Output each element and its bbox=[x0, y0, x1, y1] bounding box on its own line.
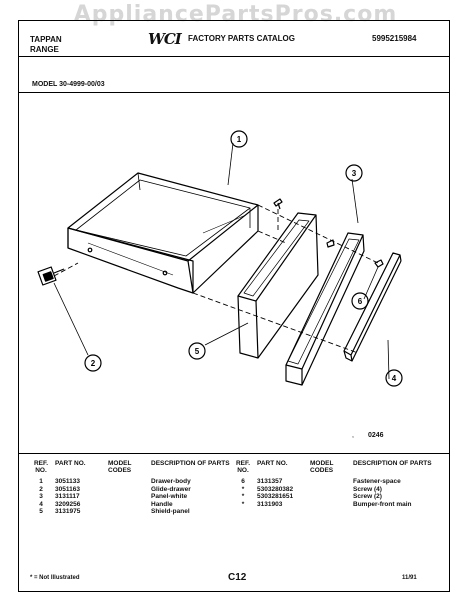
part-description: Glide-drawer bbox=[151, 485, 191, 493]
shield-panel-illustration bbox=[238, 213, 318, 358]
model-codes bbox=[108, 493, 151, 501]
exploded-parts-diagram bbox=[18, 93, 450, 453]
catalog-number: 5995215984 bbox=[372, 34, 417, 43]
drawer-body-illustration bbox=[68, 173, 258, 293]
model-codes bbox=[310, 493, 353, 501]
not-illustrated-note: * = Not Illustrated bbox=[30, 575, 80, 581]
catalog-date: 11/91 bbox=[402, 575, 417, 581]
part-no: 3131357 bbox=[257, 478, 283, 485]
watermark: AppliancePartsPros.com bbox=[73, 2, 398, 27]
wci-logo: WCI bbox=[148, 30, 181, 48]
part-description: Screw (2) bbox=[353, 493, 382, 500]
model-codes bbox=[310, 501, 353, 509]
table-divider bbox=[18, 453, 450, 454]
part-no: 3131117 bbox=[55, 493, 80, 500]
figure-comma: , bbox=[352, 432, 354, 439]
ref-no: * bbox=[241, 493, 245, 500]
handle-illustration bbox=[344, 253, 401, 361]
screw-illustration bbox=[274, 199, 383, 267]
part-description: Drawer-body bbox=[151, 478, 191, 485]
part-description: Fastener-space bbox=[353, 478, 401, 485]
table-header-row bbox=[30, 460, 234, 478]
part-no: 3051163 bbox=[55, 485, 80, 493]
table-row bbox=[30, 478, 234, 486]
model-codes bbox=[108, 486, 151, 494]
part-description: Bumper-front main bbox=[353, 500, 412, 508]
part-description: Handle bbox=[151, 500, 173, 508]
parts-table-left bbox=[30, 460, 234, 516]
callout-6: 6 bbox=[357, 297, 363, 306]
ref-no: * bbox=[241, 500, 245, 508]
table-row bbox=[30, 508, 234, 516]
part-no: 5303281651 bbox=[257, 493, 294, 500]
callout-4: 4 bbox=[391, 374, 397, 383]
table-row bbox=[232, 493, 436, 501]
page-number: C12 bbox=[228, 572, 247, 583]
ref-no: 2 bbox=[39, 485, 43, 493]
table-row bbox=[30, 501, 234, 509]
part-description: Shield-panel bbox=[151, 508, 190, 515]
figure-code: 0246 bbox=[368, 432, 384, 439]
glide-drawer-illustration bbox=[38, 267, 64, 285]
ref-no: 4 bbox=[39, 500, 43, 508]
col-description: DESCRIPTION OF PARTS bbox=[151, 460, 230, 467]
parts-table-right bbox=[232, 460, 436, 508]
brand-name: TAPPAN bbox=[30, 35, 62, 44]
col-part: PART NO. bbox=[257, 460, 288, 467]
col-part: PART NO. bbox=[55, 460, 86, 467]
model-codes bbox=[310, 486, 353, 494]
col-model-codes: MODEL CODES bbox=[310, 460, 334, 474]
ref-no: 3 bbox=[39, 493, 43, 500]
callout-3: 3 bbox=[351, 169, 357, 178]
table-row bbox=[232, 501, 436, 509]
callout-1: 1 bbox=[236, 135, 242, 144]
part-no: 3131975 bbox=[55, 508, 81, 515]
part-no: 3209256 bbox=[55, 500, 81, 508]
col-model-codes: MODEL CODES bbox=[108, 460, 132, 474]
ref-no: 6 bbox=[241, 478, 245, 485]
ref-no: 5 bbox=[39, 508, 43, 515]
col-description: DESCRIPTION OF PARTS bbox=[353, 460, 432, 467]
callout-2: 2 bbox=[90, 359, 96, 368]
part-no: 3051133 bbox=[55, 478, 80, 485]
callout-5: 5 bbox=[194, 347, 200, 356]
part-no: 5303280382 bbox=[257, 485, 294, 493]
panel-white-illustration bbox=[286, 233, 364, 385]
model-codes bbox=[108, 508, 151, 516]
col-ref: REF. NO. bbox=[235, 460, 251, 474]
part-no: 3131903 bbox=[257, 500, 283, 508]
alignment-lines bbox=[54, 205, 378, 353]
product-type: RANGE bbox=[30, 45, 59, 54]
header-divider bbox=[18, 56, 450, 57]
part-description: Screw (4) bbox=[353, 485, 382, 493]
model-codes bbox=[108, 478, 151, 486]
table-row bbox=[30, 493, 234, 501]
model-codes bbox=[310, 478, 353, 486]
part-description: Panel-white bbox=[151, 493, 188, 500]
table-row bbox=[232, 478, 436, 486]
model-number: MODEL 30-4999-00/03 bbox=[32, 81, 105, 88]
catalog-title: FACTORY PARTS CATALOG bbox=[188, 34, 295, 43]
col-ref: REF. NO. bbox=[33, 460, 49, 474]
table-row bbox=[30, 486, 234, 494]
ref-no: * bbox=[241, 485, 245, 493]
table-header-row bbox=[232, 460, 436, 478]
ref-no: 1 bbox=[39, 478, 43, 485]
table-row bbox=[232, 486, 436, 494]
brand-block bbox=[30, 35, 62, 55]
model-codes bbox=[108, 501, 151, 509]
